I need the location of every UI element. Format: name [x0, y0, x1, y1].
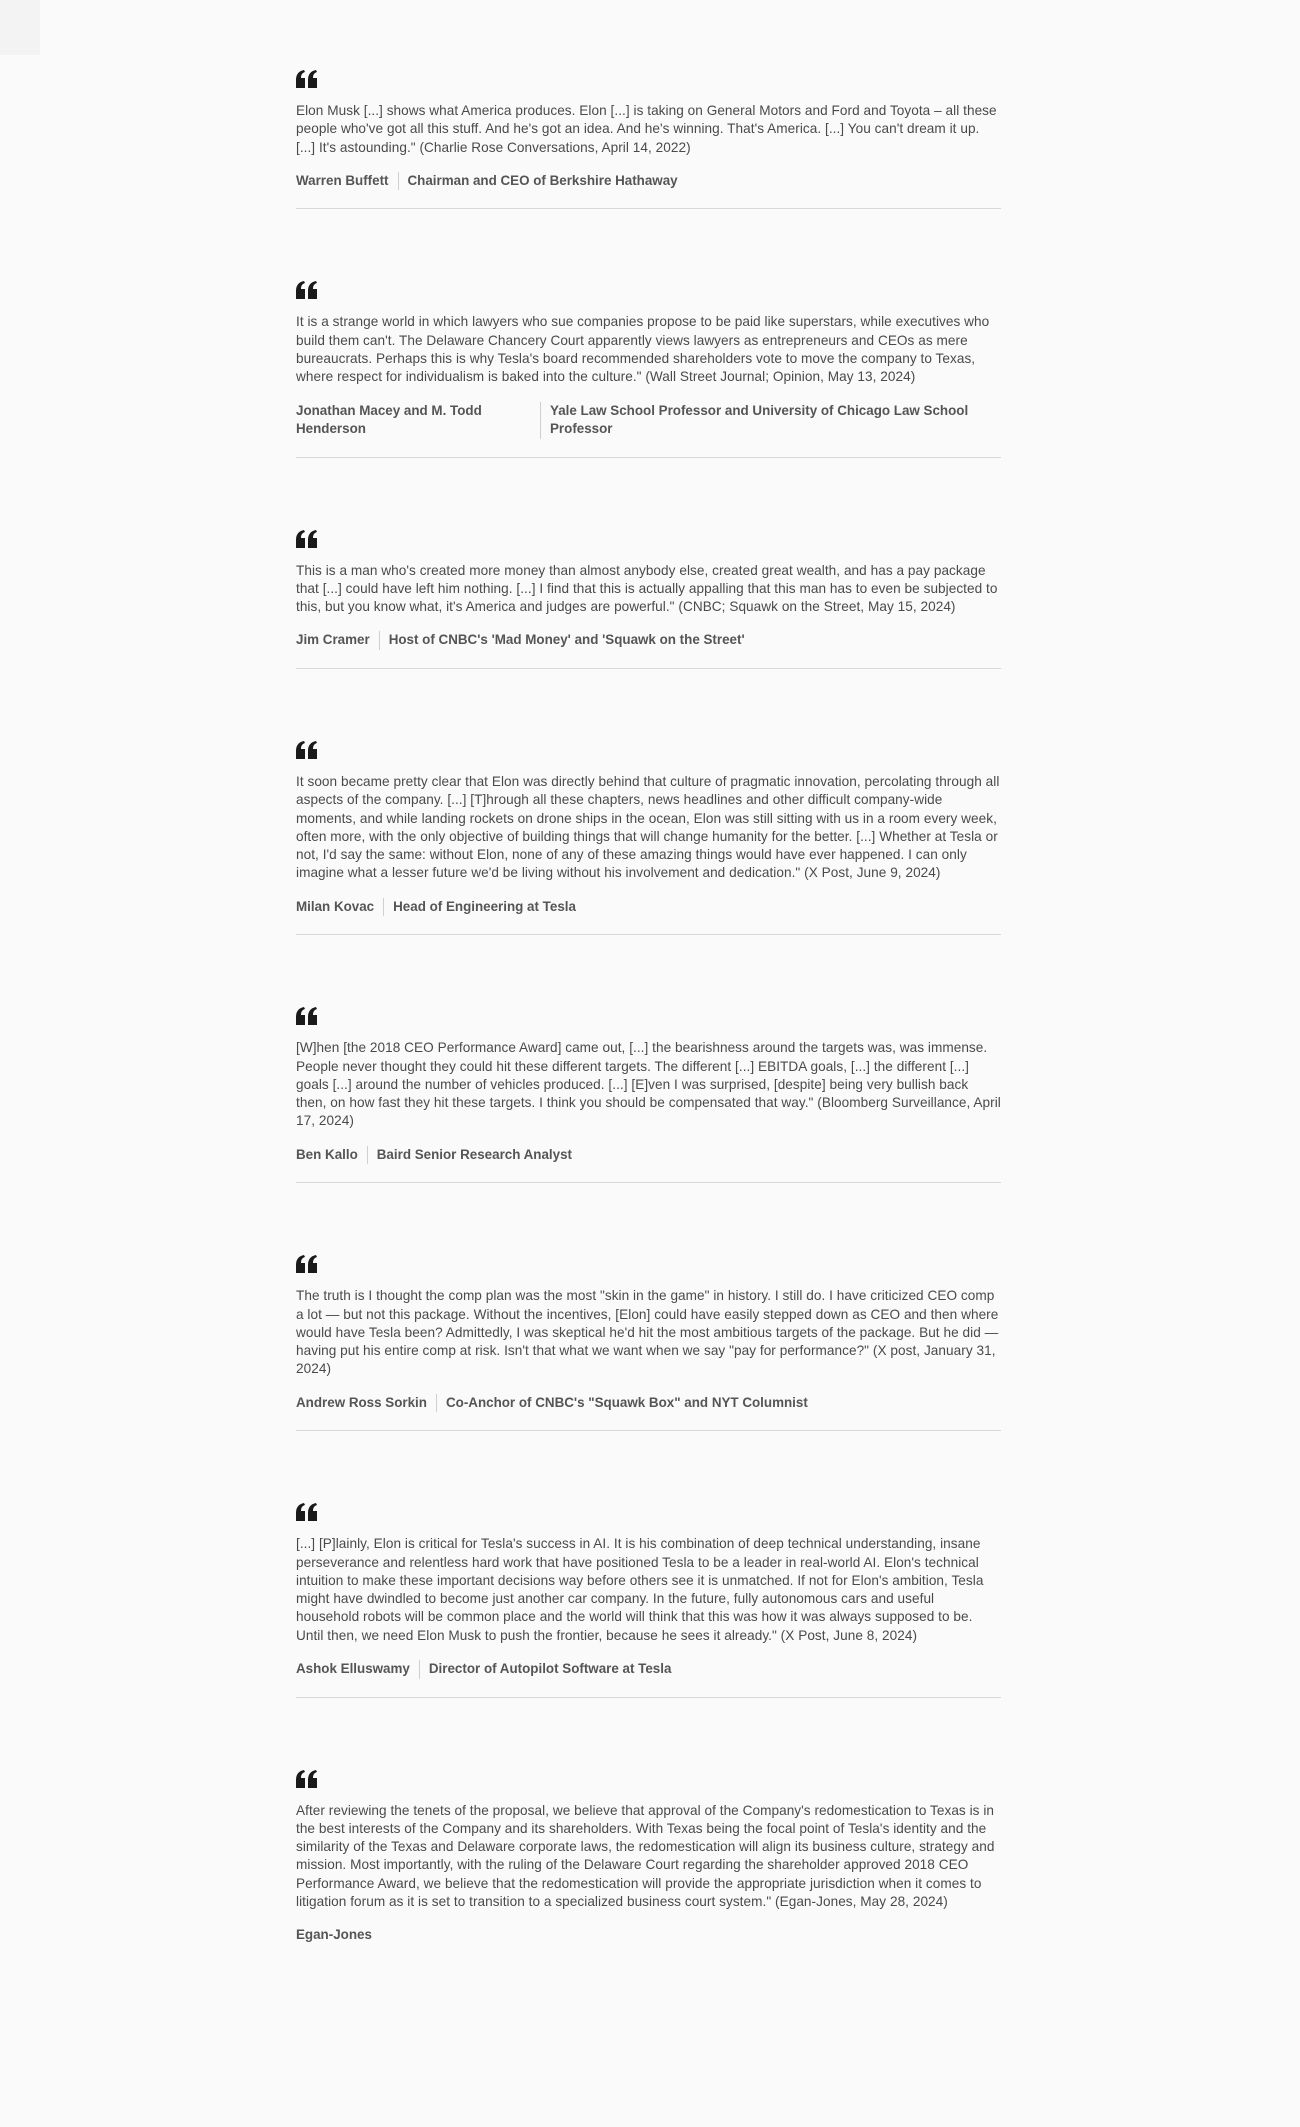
- quote-text: [W]hen [the 2018 CEO Performance Award] came out, [...] the bearishness around the targets was, was immense. People never thought they could hit these different targets. The different [...] EBITDA goals, [...] the different [...] goals [...] around the number of vehicles produced. [...] [E]ven I was surprised, [despite] being very bullish back then, on how fast they hit these targets. I think you should be compensated that way." (Bloomberg Surveillance, April 17, 2024): [296, 1040, 1001, 1129]
- quote-author: Jonathan Macey and M. Todd Henderson: [296, 402, 482, 437]
- quote-block: [296, 209, 1001, 457]
- quote-text: After reviewing the tenets of the proposal, we believe that approval of the Company's redomestication to Texas is in the best interests of the Company and its shareholders. With Texas being the focal point of Tesla's identity and the similarity of the Texas and Delaware corporate laws, the redomestication will align its business culture, strategy and mission. Most importantly, with the ruling of the Delaware Court regarding the shareholder approved 2018 CEO Performance Award, we believe that the redomestication will provide the appropriate jurisdiction when it comes to litigation forum as it is set to transition to a specialized business court system." (Egan-Jones, May 28, 2024): [296, 1802, 995, 1909]
- quote-author-title: Host of CNBC's 'Mad Money' and 'Squawk on the Street': [388, 632, 745, 648]
- quote-text: [...] [P]lainly, Elon is critical for Tesla's success in AI. It is his combination of deep technical understanding, insane perseverance and relentless hard work that have positioned Tesla to be a leader in real-world AI. Elon's technical intuition to make these important decisions way before others see it is unmatched. If not for Elon's ambition, Tesla might have dwindled to become just another car company. In the future, fully autonomous cars and useful household robots will be common place and the world will think that this was how it was always supposed to be. Until then, we need Elon Musk to push the frontier, because he sees it already." (X Post, June 8, 2024): [296, 1536, 984, 1643]
- quote-icon: [296, 1503, 1001, 1527]
- quote-icon: [296, 281, 1001, 305]
- quote-icon: [296, 1770, 1001, 1794]
- quote-attribution: [296, 1660, 1001, 1679]
- quote-author-title: Baird Senior Research Analyst: [376, 1146, 572, 1162]
- quote-author-title: Director of Autopilot Software at Tesla: [428, 1661, 672, 1676]
- quote-icon: [296, 741, 1001, 765]
- quote-block: [296, 458, 1001, 669]
- quote-block: [296, 1183, 1001, 1431]
- quote-author: Andrew Ross Sorkin: [296, 1394, 427, 1410]
- quote-icon: [296, 1255, 1001, 1279]
- quote-attribution: [296, 1146, 1001, 1165]
- quote-author: Egan-Jones: [296, 1927, 372, 1943]
- quote-text: Elon Musk [...] shows what America produces. Elon [...] is taking on General Motors and Ford and Toyota – all these people who've got all this stuff. And he's got an idea. And he's winning. That's America. [...] You can't dream it up. [...] It's astounding." (Charlie Rose Conversations, April 14, 2022): [296, 103, 997, 155]
- quote-block: [296, 1698, 1001, 1945]
- quote-attribution: [296, 631, 1001, 650]
- quote-attribution: [296, 1926, 1001, 1945]
- quote-author-title: Co-Anchor of CNBC's "Squawk Box" and NYT Columnist: [445, 1394, 808, 1410]
- quote-attribution: [296, 1394, 1001, 1413]
- quote-icon: [296, 1007, 1001, 1031]
- quote-text: It is a strange world in which lawyers who sue companies propose to be paid like superstars, while executives who build them can't. The Delaware Chancery Court apparently views lawyers as entrepreneurs and CEOs as mere bureaucrats. Perhaps this is why Tesla's board recommended shareholders vote to move the company to Texas, where respect for individualism is baked into the culture." (Wall Street Journal; Opinion, May 13, 2024): [296, 314, 990, 385]
- quote-block: [296, 935, 1001, 1183]
- quote-attribution: [296, 898, 1001, 917]
- quote-text: The truth is I thought the comp plan was the most "skin in the game" in history. I still do. I have criticized CEO comp a lot — but not this package. Without the incentives, [Elon] could have easily stepped down as CEO and then where would have Tesla been? Admittedly, I was skeptical he'd hit the most ambitious targets of the package. But he did — having put his entire comp at risk. Isn't that what we want when we say "pay for performance?" (X post, January 31, 2024): [296, 1288, 999, 1377]
- quote-author-title: Yale Law School Professor and University of Chicago Law School Professor: [550, 402, 969, 437]
- quote-author: Jim Cramer: [296, 632, 370, 648]
- quote-author: Ashok Elluswamy: [296, 1661, 410, 1676]
- testimonials-list: [296, 70, 1001, 1963]
- quote-icon: [296, 530, 1001, 554]
- quote-icon: [296, 70, 1001, 94]
- quote-author: Ben Kallo: [296, 1146, 358, 1162]
- quote-block: [296, 669, 1001, 935]
- quote-text: It soon became pretty clear that Elon was directly behind that culture of pragmatic innovation, percolating through all aspects of the company. [...] [T]hrough all these chapters, news headlines and other difficult company-wide moments, and while landing rockets on drone ships in the ocean, Elon was still sitting with us in a room every week, often more, with the only objective of building things that will change humanity for the better. [...] Whether at Tesla or not, I'd say the same: without Elon, none of any of these amazing things would have ever happened. I can only imagine what a lesser future we'd be living without his involvement and dedication." (X Post, June 9, 2024): [296, 773, 1000, 881]
- corner-placeholder: [0, 0, 40, 55]
- quote-author-title: Chairman and CEO of Berkshire Hathaway: [407, 172, 678, 188]
- quote-author: Warren Buffett: [296, 172, 389, 188]
- quote-author: Milan Kovac: [296, 898, 375, 914]
- quote-text: This is a man who's created more money than almost anybody else, created great wealth, and has a pay package that [...] could have left him nothing. [...] I find that this is actually appalling that this man has to even be subjected to this, but you know what, it's America and judges are powerful." (CNBC; Squawk on the Street, May 15, 2024): [296, 562, 998, 615]
- quote-author-title: Head of Engineering at Tesla: [393, 898, 576, 914]
- quote-block: [296, 1431, 1001, 1697]
- quote-block: [296, 70, 1001, 209]
- quote-attribution: [296, 172, 1001, 191]
- quote-attribution: [296, 402, 1001, 439]
